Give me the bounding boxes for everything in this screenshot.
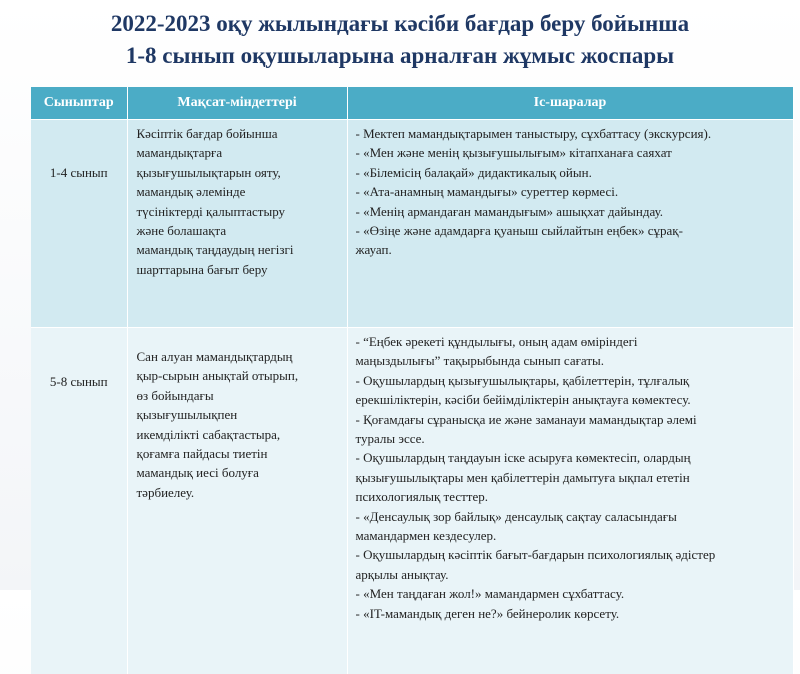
goal-line: қызығушылықпен	[137, 405, 339, 424]
goal-line: өз бойындағы	[137, 386, 339, 405]
activity-line: туралы эссе.	[356, 429, 789, 448]
activity-line: арқылы анықтау.	[356, 565, 789, 584]
activity-line: - «Мен таңдаған жол!» мамандармен сұхбаттасу.	[356, 584, 789, 603]
header-classes: Сыныптар	[31, 87, 127, 120]
goal-line: мамандық таңдаудың негізгі	[137, 240, 339, 259]
activity-line: - Мектеп мамандықтарымен таныстыру, сұхбаттасу (экскурсия).	[356, 124, 789, 143]
activity-line: - «Ата-анамның мамандығы» суреттер көрмесі.	[356, 182, 789, 201]
activity-line: ерекшіліктерін, кәсіби бейімділіктерін анықтауға көмектесу.	[356, 390, 789, 409]
work-plan-table	[31, 87, 794, 674]
activity-line: - Қоғамдағы сұранысқа ие және заманауи мамандықтар әлемі	[356, 410, 789, 429]
goal-line: Кәсіптік бағдар бойынша	[137, 124, 339, 143]
activity-line: - «Өзіңе және адамдарға қуаныш сыйлайтын еңбек» сұрақ-	[356, 221, 789, 240]
activity-line: - Оқушылардың қызығушылықтары, қабілеттерін, тұлғалық	[356, 371, 789, 390]
activity-line: қызығушылықтары мен қабілеттерін дамытуға ықпал ететін	[356, 468, 789, 487]
goal-line: түсініктерді қалыптастыру	[137, 202, 339, 221]
activity-line: - «Денсаулық зор байлық» денсаулық сақтау саласындағы	[356, 507, 789, 526]
goal-line: мамандық әлемінде	[137, 182, 339, 201]
goal-line: тәрбиелеу.	[137, 483, 339, 502]
activity-line: маңыздылығы” тақырыбында сынып сағаты.	[356, 351, 789, 370]
goal-line: икемділікті сабақтастыра,	[137, 425, 339, 444]
class-cell: 1-4 сынып	[31, 120, 127, 328]
activity-line: мамандармен кездесулер.	[356, 526, 789, 545]
activity-line: - Оқушылардың кәсіптік бағыт-бағдарын психологиялық әдістер	[356, 545, 789, 564]
class-cell: 5-8 сынып	[31, 328, 127, 674]
goal-line: қызығушылықтарын ояту,	[137, 163, 339, 182]
header-activities: Іс-шаралар	[347, 87, 793, 120]
table-row	[31, 328, 793, 674]
goal-cell	[127, 120, 347, 328]
goal-line: Сан алуан мамандықтардың	[137, 347, 339, 366]
activities-cell	[347, 120, 793, 328]
header-goals: Мақсат-міндеттері	[127, 87, 347, 120]
activity-line: - «Менің армандаған мамандығым» ашықхат дайындау.	[356, 202, 789, 221]
goal-line: қыр-сырын анықтай отырып,	[137, 366, 339, 385]
activity-line: - «Мен және менің қызығушылығым» кітапханаға саяхат	[356, 143, 789, 162]
activity-line: - “Еңбек әрекеті құндылығы, оның адам өміріндегі	[356, 332, 789, 351]
title-line-2: 1-8 сынып оқушыларына арналған жұмыс жоспары	[0, 40, 800, 72]
activity-line: психологиялық тесттер.	[356, 487, 789, 506]
activity-line: - «Білемісің балақай» дидактикалық ойын.	[356, 163, 789, 182]
table-row	[31, 120, 793, 328]
table-header-row	[31, 87, 793, 120]
goal-line: мамандық иесі болуға	[137, 463, 339, 482]
goal-line: және болашақта	[137, 221, 339, 240]
title-line-1: 2022-2023 оқу жылындағы кәсіби бағдар беру бойынша	[0, 8, 800, 40]
goal-line: мамандықтарға	[137, 143, 339, 162]
activity-line: - Оқушылардың таңдауын іске асыруға көмектесіп, олардың	[356, 448, 789, 467]
page-title	[0, 8, 800, 72]
activity-line: - «IT-мамандық деген не?» бейнеролик көрсету.	[356, 604, 789, 623]
activity-line: жауап.	[356, 240, 789, 259]
activities-cell	[347, 328, 793, 674]
goal-cell	[127, 328, 347, 674]
goal-line: шарттарына бағыт беру	[137, 260, 339, 279]
goal-line: қоғамға пайдасы тиетін	[137, 444, 339, 463]
